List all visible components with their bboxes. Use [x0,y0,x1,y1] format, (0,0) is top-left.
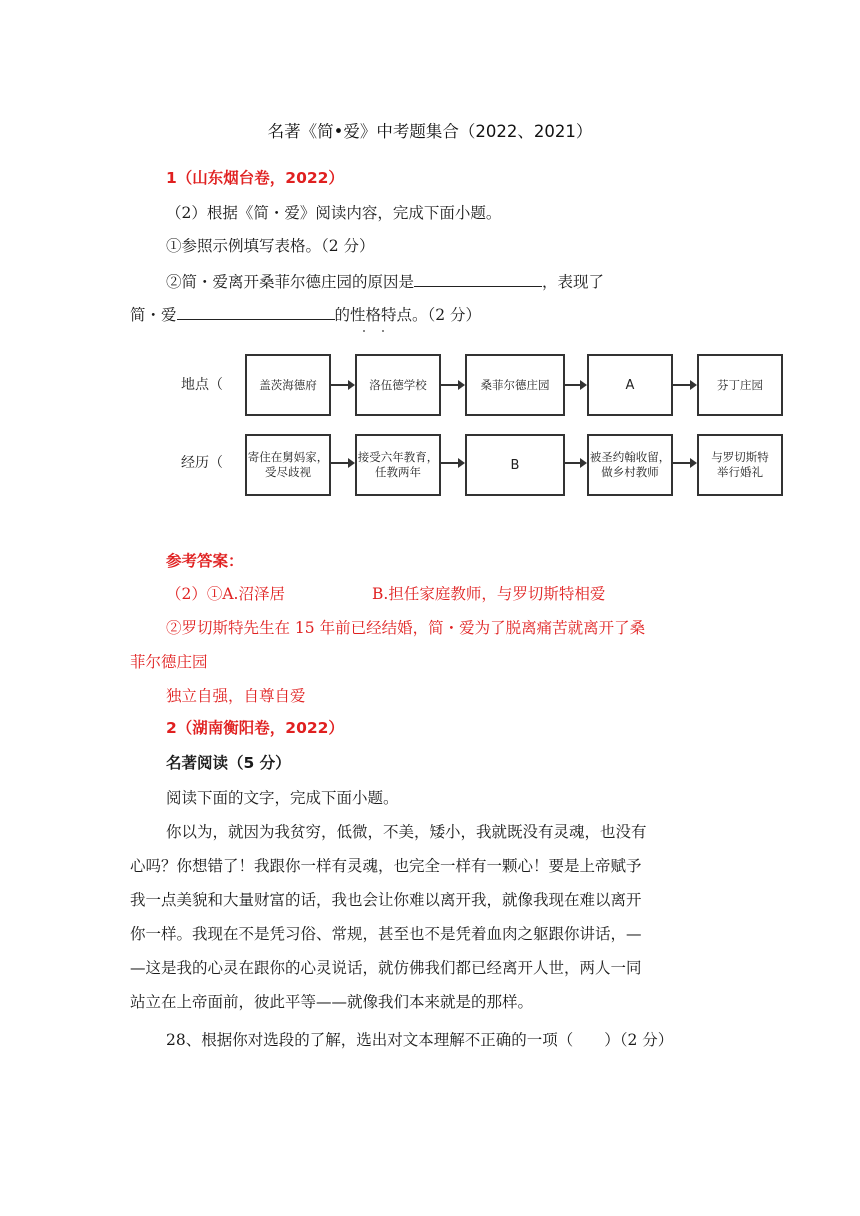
passage-line: 站立在上帝面前，彼此平等——就像我们本来就是的那样。 [130,993,534,1011]
passage-line: 我一点美貌和大量财富的话，我也会让你难以离开我，就像我现在难以离开 [130,891,642,909]
q1-item2-part1: ②简・爱离开桑菲尔德庄园的原因是 [166,273,415,291]
passage-line: —这是我的心灵在跟你的心灵说话，就仿佛我们都已经离开人世，两人一同 [130,959,642,977]
answer-blank-2 [177,303,335,320]
arrow-icon [441,384,463,386]
arrow-icon [673,462,695,464]
arrow-icon [565,384,585,386]
row-label-experience: 经历（ [181,455,223,471]
place-box-3: 桑菲尔德庄园 [465,354,565,416]
q1-item2-part4: 的性格特点。（2 分） [334,306,482,324]
q1-heading: 1（山东烟台卷，2022） [166,169,344,187]
answer-line-1b: B.担任家庭教师，与罗切斯特相爱 [372,585,606,603]
passage-line: 你一样。我现在不是凭习俗、常规，甚至也不是凭着血肉之躯跟你讲话，— [130,925,642,943]
passage-line: 你以为，就因为我贫穷，低微，不美，矮小，我就既没有灵魂，也没有 [166,823,647,841]
place-box-2: 洛伍德学校 [355,354,441,416]
experience-box-4: 被圣约翰收留， 做乡村教师 [587,434,673,496]
q1-item2-cont [130,303,481,325]
answer-line-1a: （2）①A.沼泽居 [166,585,285,603]
experience-box-5: 与罗切斯特 举行婚礼 [697,434,783,496]
q1-item2 [166,270,604,292]
arrow-icon [441,462,463,464]
q2-subheading: 名著阅读（5 分） [166,754,291,772]
q1-intro: （2）根据《简・爱》阅读内容，完成下面小题。 [166,204,502,222]
answer-line-3: 菲尔德庄园 [130,653,208,671]
answer-heading: 参考答案： [166,552,244,570]
q1-item2-part3: 简・爱 [130,306,177,324]
place-box-a: A [587,354,673,416]
q2-intro: 阅读下面的文字，完成下面小题。 [166,789,399,807]
experience-box-1: 寄住在舅妈家， 受尽歧视 [245,434,331,496]
flow-diagram [175,348,785,498]
q2-heading: 2（湖南衡阳卷，2022） [166,719,344,737]
arrow-icon [673,384,695,386]
page-title: 名著《简•爱》中考题集合（2022、2021） [267,122,593,141]
q1-item2-part2: ，表现了 [542,273,605,291]
answer-blank-1 [414,270,542,287]
q1-item1: ①参照示例填写表格。（2 分） [166,237,375,255]
question-28: 28、根据你对选段的了解，选出对文本理解不正确的一项（ ）（2 分） [166,1031,674,1049]
arrow-icon [331,462,353,464]
experience-box-2: 接受六年教育， 任教两年 [355,434,441,496]
arrow-icon [331,384,353,386]
arrow-icon [565,462,585,464]
place-box-1: 盖茨海德府 [245,354,331,416]
experience-box-b: B [465,434,565,496]
answer-line-4: 独立自强，自尊自爱 [166,687,306,705]
row-label-place: 地点（ [181,377,223,393]
passage-line: 心吗？你想错了！我跟你一样有灵魂，也完全一样有一颗心！要是上帝赋予 [130,857,642,875]
place-box-5: 芬丁庄园 [697,354,783,416]
answer-line-2: ②罗切斯特先生在 15 年前已经结婚，简・爱为了脱离痛苦就离开了桑 [166,619,646,637]
